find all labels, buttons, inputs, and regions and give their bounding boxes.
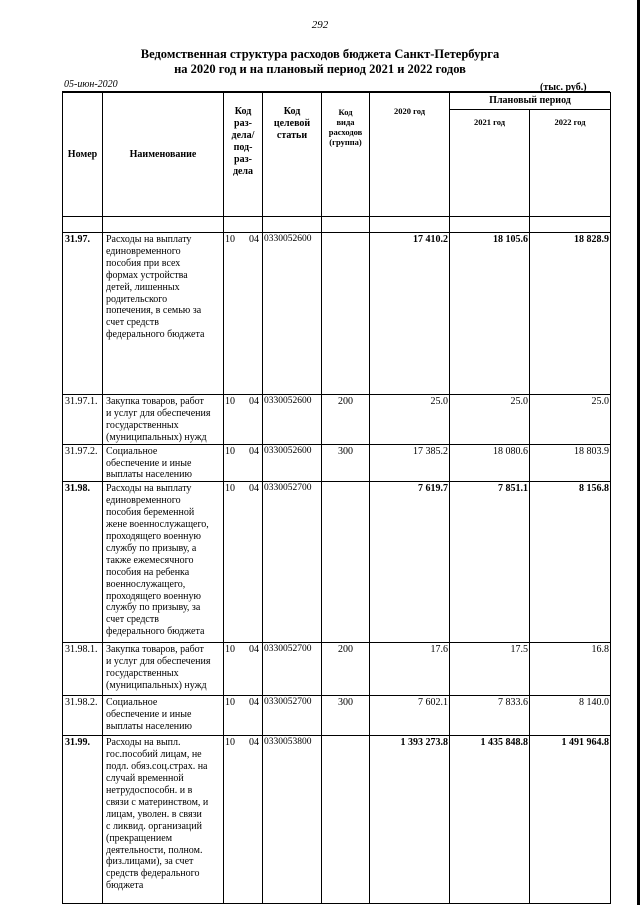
- row-name: Социальное обеспечение и иные выплаты населению: [103, 696, 224, 736]
- spacer-cell: [370, 217, 450, 233]
- row-number: 31.97.2.: [63, 444, 103, 482]
- row-amount-2020: 17 385.2: [370, 444, 450, 482]
- budget-table-body: [63, 93, 611, 904]
- row-amount-2022: 18 803.9: [530, 444, 611, 482]
- row-expense-type: 300: [322, 444, 370, 482]
- row-amount-2020: 7 602.1: [370, 696, 450, 736]
- row-name: Расходы на выплату единовременного пособия беременной жене военнослужащего, проходящего военную службу по призыву, а также ежемесячного пособия на ребенка военнослужащего, проходящего военную службу по призыву, за счет средств федерального бюджета: [103, 482, 224, 643]
- row-name: Закупка товаров, работ и услуг для обеспечения государственных (муниципальных) нужд: [103, 395, 224, 445]
- row-number: 31.99.: [63, 736, 103, 904]
- row-amount-2021: 1 435 848.8: [450, 736, 530, 904]
- row-expense-type: 200: [322, 395, 370, 445]
- spacer-cell: [103, 217, 224, 233]
- row-amount-2022: 8 140.0: [530, 696, 611, 736]
- subsection-code: 04: [249, 445, 259, 457]
- subsection-code: 04: [249, 737, 259, 749]
- row-number: 31.97.: [63, 233, 103, 395]
- subsection-code: 04: [249, 234, 259, 245]
- row-amount-2022: 8 156.8: [530, 482, 611, 643]
- page-number: 292: [311, 19, 329, 31]
- spacer-cell: [322, 217, 370, 233]
- table-row: [63, 482, 611, 643]
- row-expense-type: 200: [322, 643, 370, 696]
- row-name: Закупка товаров, работ и услуг для обеспечения государственных (муниципальных) нужд: [103, 643, 224, 696]
- table-row: [63, 233, 611, 395]
- row-amount-2021: 7 833.6: [450, 696, 530, 736]
- spacer-cell: [263, 217, 322, 233]
- document-date: 05-июн-2020: [64, 79, 118, 90]
- document-title-line-2: на 2020 год и на плановый период 2021 и 2022 годов: [174, 62, 466, 76]
- header-section-code: Код раз- дела/ под- раз- дела: [224, 93, 263, 217]
- row-expense-type: [322, 482, 370, 643]
- row-section-code: [224, 395, 263, 445]
- row-section-code: [224, 696, 263, 736]
- header-expense-type-code: Код вида расходов (группа): [322, 93, 370, 217]
- section-code: 10: [225, 234, 235, 245]
- row-section-code: [224, 736, 263, 904]
- row-amount-2020: 17.6: [370, 643, 450, 696]
- header-spacer-row: [63, 217, 611, 233]
- row-target-code: 0330052600: [263, 233, 322, 395]
- row-target-code: 0330052700: [263, 696, 322, 736]
- row-amount-2022: 25.0: [530, 395, 611, 445]
- budget-table: [62, 92, 611, 904]
- table-row: [63, 643, 611, 696]
- table-row: [63, 395, 611, 445]
- section-code: 10: [225, 445, 235, 457]
- table-row: [63, 444, 611, 482]
- row-amount-2020: 7 619.7: [370, 482, 450, 643]
- header-target-code: Код целевой статьи: [263, 93, 322, 217]
- row-expense-type: 300: [322, 696, 370, 736]
- header-name: Наименование: [103, 93, 224, 217]
- section-code: 10: [225, 737, 235, 749]
- row-amount-2021: 7 851.1: [450, 482, 530, 643]
- section-code: 10: [225, 644, 235, 656]
- document-title-line-1: Ведомственная структура расходов бюджета Санкт-Петербурга: [140, 47, 500, 61]
- header-number: Номер: [63, 93, 103, 217]
- spacer-cell: [530, 217, 611, 233]
- row-target-code: 0330052600: [263, 444, 322, 482]
- subsection-code: 04: [249, 697, 259, 709]
- row-number: 31.97.1.: [63, 395, 103, 445]
- row-amount-2021: 18 080.6: [450, 444, 530, 482]
- row-expense-type: [322, 233, 370, 395]
- row-target-code: 0330052600: [263, 395, 322, 445]
- spacer-cell: [224, 217, 263, 233]
- table-row: [63, 736, 611, 904]
- header-row-1: [63, 93, 611, 110]
- spacer-cell: [63, 217, 103, 233]
- row-amount-2020: 17 410.2: [370, 233, 450, 395]
- subsection-code: 04: [249, 396, 259, 407]
- row-target-code: 0330053800: [263, 736, 322, 904]
- subsection-code: 04: [249, 644, 259, 656]
- row-amount-2020: 1 393 273.8: [370, 736, 450, 904]
- row-number: 31.98.2.: [63, 696, 103, 736]
- row-expense-type: [322, 736, 370, 904]
- row-amount-2020: 25.0: [370, 395, 450, 445]
- row-name: Социальное обеспечение и иные выплаты населению: [103, 444, 224, 482]
- spacer-cell: [450, 217, 530, 233]
- section-code: 10: [225, 483, 235, 495]
- row-target-code: 0330052700: [263, 482, 322, 643]
- units-label: (тыс. руб.): [540, 82, 587, 93]
- row-number: 31.98.1.: [63, 643, 103, 696]
- table-row: [63, 696, 611, 736]
- header-year-2022: 2022 год: [530, 110, 611, 217]
- row-name: Расходы на выплату единовременного пособия при всех формах устройства детей, лишенных родительского попечения, в семью за счет средств федерального бюджета: [103, 233, 224, 395]
- row-amount-2021: 18 105.6: [450, 233, 530, 395]
- subsection-code: 04: [249, 483, 259, 495]
- section-code: 10: [225, 697, 235, 709]
- row-amount-2022: 1 491 964.8: [530, 736, 611, 904]
- row-number: 31.98.: [63, 482, 103, 643]
- header-year-2021: 2021 год: [450, 110, 530, 217]
- row-amount-2021: 17.5: [450, 643, 530, 696]
- header-year-2020: 2020 год: [370, 93, 450, 217]
- row-amount-2022: 16.8: [530, 643, 611, 696]
- row-amount-2021: 25.0: [450, 395, 530, 445]
- row-section-code: [224, 643, 263, 696]
- row-section-code: [224, 444, 263, 482]
- row-section-code: [224, 233, 263, 395]
- header-plan-period: Плановый период: [450, 93, 611, 110]
- row-amount-2022: 18 828.9: [530, 233, 611, 395]
- row-target-code: 0330052700: [263, 643, 322, 696]
- section-code: 10: [225, 396, 235, 407]
- row-section-code: [224, 482, 263, 643]
- row-name: Расходы на выпл. гос.пособий лицам, не подл. обяз.соц.страх. на случай временной нетрудоспособн. и в связи с материнством, и лицам, уволен. в связи с ликвид. организаций (прекращением деятельности, полном. физ.лицами), за счет средств федерального бюджета: [103, 736, 224, 904]
